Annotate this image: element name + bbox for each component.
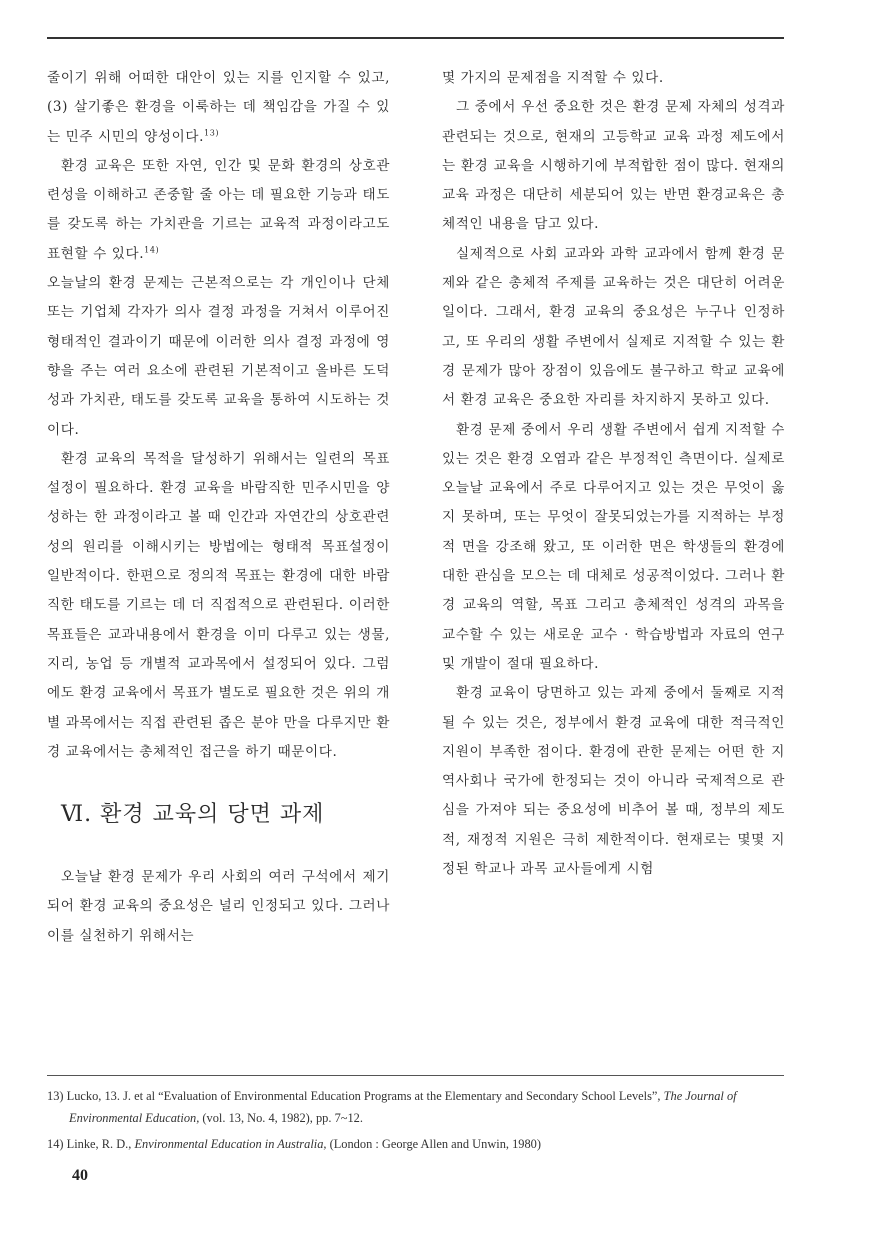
paragraph: 환경 교육의 목적을 달성하기 위해서는 일련의 목표 설정이 필요하다. 환경 교육을 바람직한 민주시민을 양성하는 한 과정이라고 볼 때 인간과 자연간의 상호관련성의 원리를 이해시키는 방법에는 형태적 목표설정이 일반적이다. 한편으로 정의적 목표는 환경에 대한 바람직한 태도를 기르는 데 더 직접적으로 관련된다. 이러한 목표들은 교과내용에서 환경을 이미 다루고 있는 생물, 지리, 농업 등 개별적 교과목에서 설정되어 있다. 그럼에도 환경 교육에서 목표가 별도로 필요한 것은 위의 개별 과목에서는 직접 관련된 좁은 분야 만을 다루지만 환경 교육에서는 총체적인 접근을 하기 때문이다. xyxy=(47,450,390,760)
paragraph: 오늘날 환경 문제가 우리 사회의 여러 구석에서 제기되어 환경 교육의 중요성은 널리 인정되고 있다. 그러나 이를 실천하기 위해서는 xyxy=(47,869,390,944)
top-rule xyxy=(47,37,784,39)
footnote-text: Linke, R. D., xyxy=(66,1137,135,1151)
footnote-text: (London : George Allen and Unwin, 1980) xyxy=(326,1137,542,1151)
paragraph: 실제적으로 사회 교과와 과학 교과에서 함께 환경 문제와 같은 총체적 주제를 교육하는 것은 대단히 어려운 일이다. 그래서, 환경 교육의 중요성은 누구나 인정하고, 또 우리의 생활 주변에서 실제로 지적할 수 있는 환경 문제가 많아 장점이 있음에도 불구하고 학교 교육에서 환경 교육은 중요한 자리를 차지하지 못하고 있다. xyxy=(442,245,785,409)
paragraph: 오늘날의 환경 문제는 근본적으로는 각 개인이나 단체 또는 기업체 각자가 의사 결정 과정을 거쳐서 이루어진 형태적인 결과이기 때문에 이러한 의사 결정 과정에 영향을 주는 여러 요소에 관련된 기본적이고 올바른 도덕성과 가치관, 태도를 갖도록 교육을 통하여 시도하는 것이다. xyxy=(47,275,390,438)
paragraph xyxy=(47,152,390,269)
book-title: Environmental Education in Australia, xyxy=(134,1137,327,1151)
footnote-text: (vol. 13, No. 4, 1982), pp. 7~12. xyxy=(199,1111,363,1125)
footnote-text: Lucko, 13. J. et al “Evaluation of Environmental Education Programs at the Elementary and Secondary School Levels”, xyxy=(66,1089,664,1103)
paragraph: 몇 가지의 문제점을 지적할 수 있다. xyxy=(442,70,664,86)
footnote-ref: 14) xyxy=(144,245,160,255)
footnote-rule xyxy=(47,1075,784,1076)
footnote-number: 13) xyxy=(47,1089,64,1103)
paragraph-text: 환경 교육은 또한 자연, 인간 및 문화 환경의 상호관련성을 이해하고 존중할 줄 아는 데 필요한 기능과 태도를 갖도록 하는 가치관을 기르는 교육적 과정이라고도 표현할 수 있다. xyxy=(47,157,390,262)
right-column xyxy=(442,64,785,884)
footnote-14 xyxy=(47,1133,792,1155)
paragraph: 그 중에서 우선 중요한 것은 환경 문제 자체의 성격과 관련되는 것으로, 현재의 고등학교 교육 과정 제도에서는 환경 교육을 시행하기에 부적합한 점이 많다. 현재의 교육 과정은 대단히 세분되어 있는 반면 환경교육은 총체적인 내용을 담고 있다. xyxy=(442,99,785,233)
section-heading: Ⅵ. 환경 교육의 당면 과제 xyxy=(61,802,325,828)
journal-title: The Journal of Environmental Education, xyxy=(69,1089,737,1125)
footnote-13 xyxy=(47,1085,792,1129)
paragraph: 환경 교육이 당면하고 있는 과제 중에서 둘째로 지적될 수 있는 것은, 정부에서 환경 교육에 대한 적극적인 지원이 부족한 점이다. 환경에 관한 문제는 어떤 한 지역사회나 국가에 한정되는 것이 아니라 국제적으로 관심을 가져야 되는 중요성에 비추어 볼 때, 정부의 제도적, 재정적 지원은 극히 제한적이다. 현재로는 몇몇 지정된 학교나 과목 교사들에게 시험 xyxy=(442,685,785,878)
footnote-number: 14) xyxy=(47,1137,64,1151)
left-column xyxy=(47,64,390,951)
paragraph: 환경 문제 중에서 우리 생활 주변에서 쉽게 지적할 수 있는 것은 환경 오염과 같은 부정적인 측면이다. 실제로 오늘날 교육에서 주로 다루어지고 있는 것은 무엇이 옳지 못하며, 또는 무엇이 잘못되었는가를 지적하는 부정적 면을 강조해 왔고, 또 이러한 면은 학생들의 환경에 대한 관심을 모으는 데 대체로 성공적이었다. 그러나 환경 교육의 역할, 목표 그리고 총체적인 성격의 과목을 교수할 수 있는 새로운 교수 · 학습방법과 자료의 연구 및 개발이 절대 필요하다. xyxy=(442,421,785,672)
paragraph-text: 줄이기 위해 어떠한 대안이 있는 지를 인지할 수 있고, (3) 살기좋은 환경을 이룩하는 데 책임감을 가질 수 있는 민주 시민의 양성이다. xyxy=(47,70,390,145)
page-number: 40 xyxy=(72,1167,88,1184)
paragraph xyxy=(47,64,390,152)
footnotes xyxy=(47,1085,792,1159)
footnote-ref: 13) xyxy=(204,128,220,138)
